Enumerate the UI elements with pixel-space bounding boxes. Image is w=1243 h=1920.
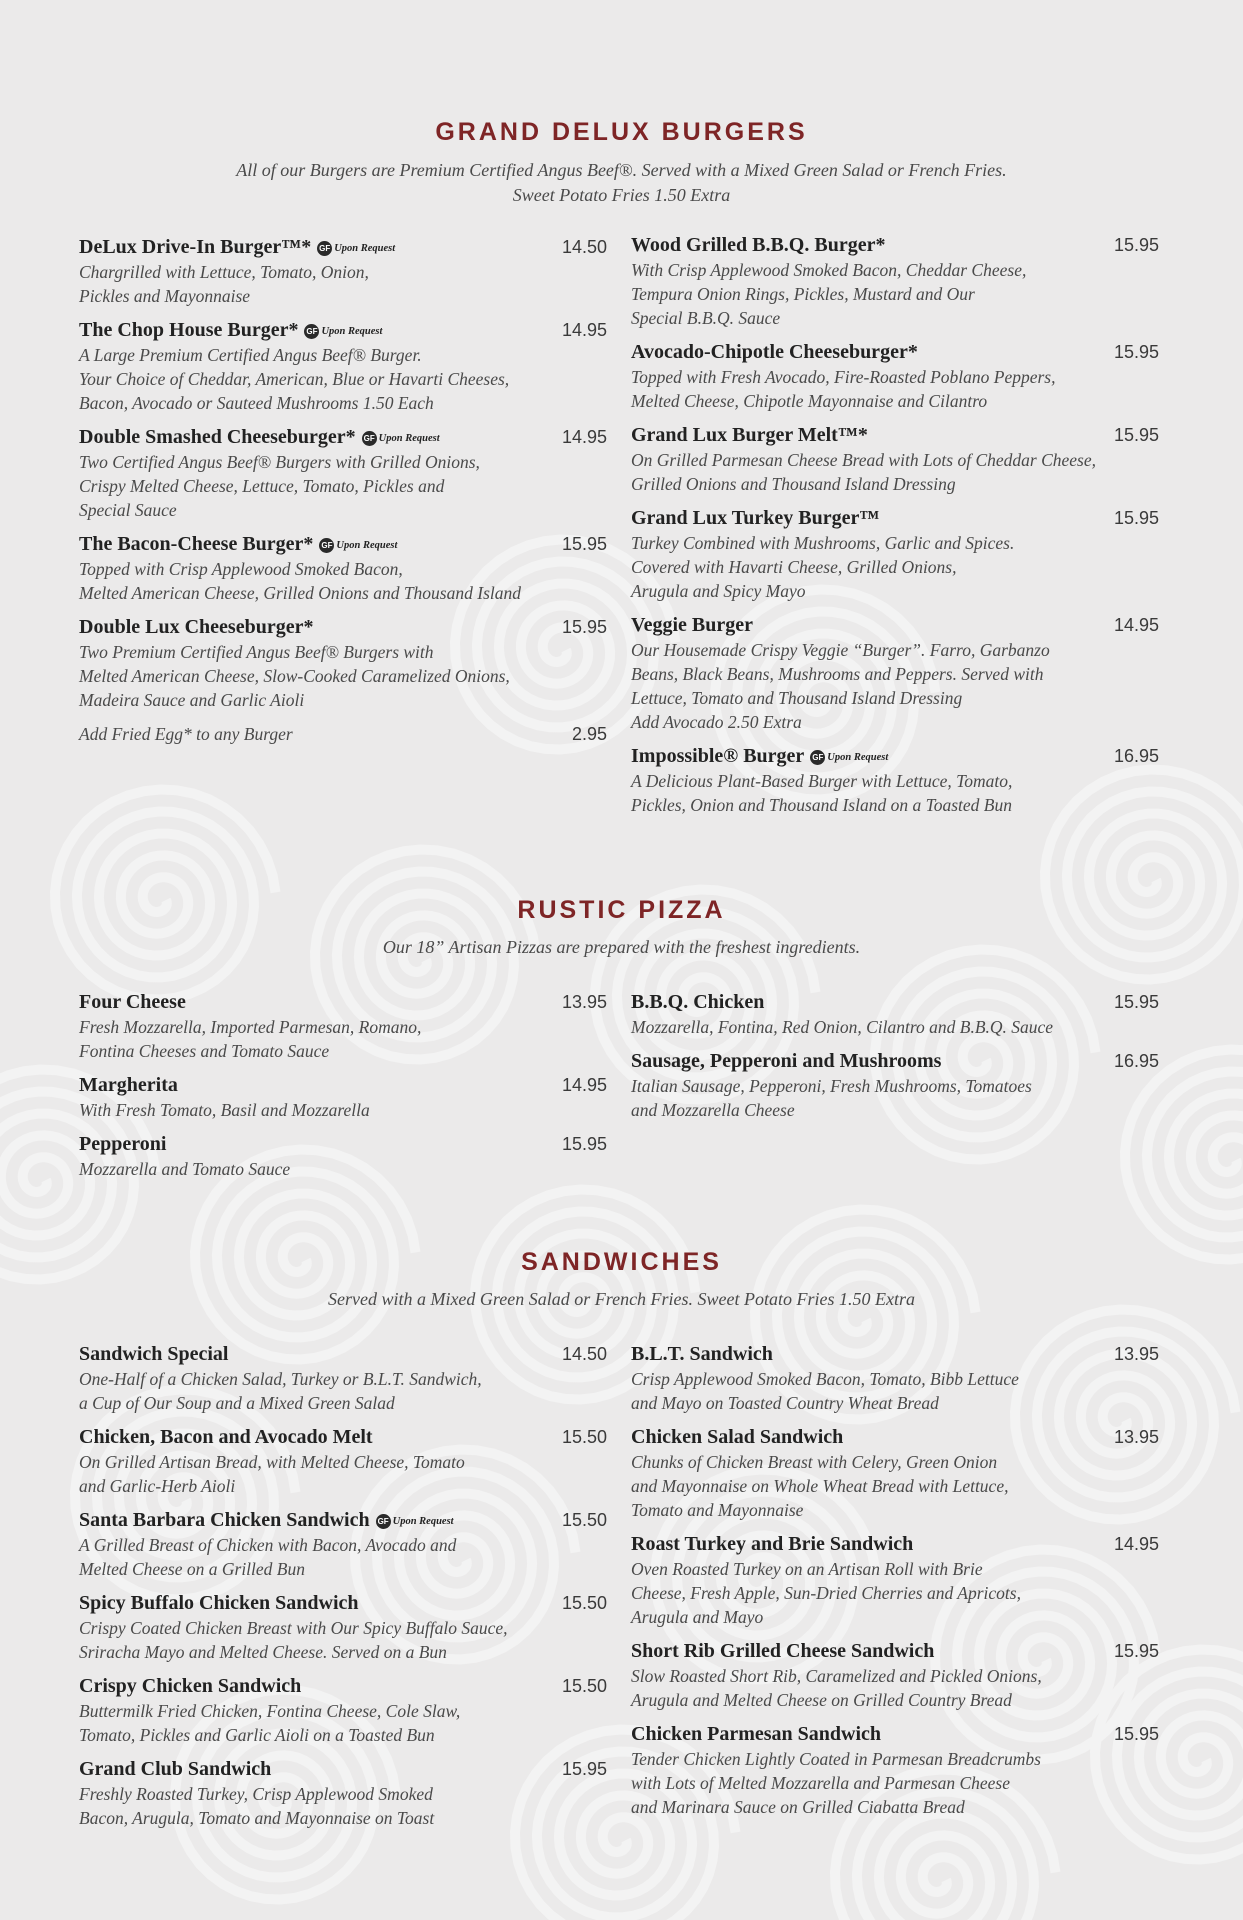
menu-item-roast-turkey-and-brie-sandwich xyxy=(631,1531,1159,1629)
description-line: Mozzarella and Tomato Sauce xyxy=(79,1159,291,1179)
menu-item-title xyxy=(631,989,764,1015)
menu-item-price: 15.50 xyxy=(561,1510,607,1530)
burgers-right-column xyxy=(631,232,1159,826)
menu-item-name: Chicken Salad Sandwich xyxy=(631,1426,844,1448)
description-line: Oven Roasted Turkey on an Artisan Roll with Brie xyxy=(631,1559,983,1579)
menu-item-description xyxy=(631,1015,1159,1039)
description-line: and Mayonnaise on Whole Wheat Bread with Lettuce, xyxy=(631,1476,1009,1496)
menu-item-price: 13.95 xyxy=(561,992,607,1012)
sandwiches-right-column xyxy=(631,1341,1159,1828)
description-line: Mozzarella, Fontina, Red Onion, Cilantro and B.B.Q. Sauce xyxy=(631,1017,1054,1037)
description-line: Pickles and Mayonnaise xyxy=(79,286,251,306)
menu-item-name: Four Cheese xyxy=(79,991,186,1013)
description-line: and Mayo on Toasted Country Wheat Bread xyxy=(631,1393,939,1413)
description-line: Buttermilk Fried Chicken, Fontina Cheese, Cole Slaw, xyxy=(79,1701,461,1721)
menu-item-title xyxy=(79,1424,373,1450)
description-line: with Lots of Melted Mozzarella and Parmesan Cheese xyxy=(631,1773,1010,1793)
gluten-free-note xyxy=(362,431,440,446)
menu-item-name: Chicken Parmesan Sandwich xyxy=(631,1723,882,1745)
description-line: Crispy Melted Cheese, Lettuce, Tomato, Pickles and xyxy=(79,476,445,496)
description-line: A Delicious Plant-Based Burger with Lettuce, Tomato, xyxy=(631,771,1013,791)
menu-item-name: Roast Turkey and Brie Sandwich xyxy=(631,1533,914,1555)
menu-item-price: 14.95 xyxy=(561,427,607,447)
menu-item-name: Grand Club Sandwich xyxy=(79,1758,272,1780)
menu-item-price: 16.95 xyxy=(1113,1051,1159,1071)
addon-name: Add Fried Egg* to any Burger xyxy=(79,724,293,744)
menu-item-header xyxy=(631,1638,1159,1664)
menu-item-header xyxy=(631,1721,1159,1747)
menu-item-title xyxy=(79,1590,359,1616)
description-line: Tempura Onion Rings, Pickles, Mustard and Our xyxy=(631,284,975,304)
description-line: Special Sauce xyxy=(79,500,177,520)
menu-item-description xyxy=(79,260,607,308)
menu-item-header xyxy=(79,1756,607,1782)
menu-item-header xyxy=(79,614,607,640)
menu-item-price: 15.95 xyxy=(1113,1724,1159,1744)
menu-item-title xyxy=(79,234,395,260)
menu-item-description xyxy=(631,258,1159,330)
menu-item-avocado-chipotle-cheeseburger xyxy=(631,339,1159,413)
menu-item-wood-grilled-b-b-q-burger xyxy=(631,232,1159,330)
menu-item-title xyxy=(631,1341,773,1367)
menu-item-chicken-bacon-and-avocado-melt xyxy=(79,1424,607,1498)
menu-item-price: 15.95 xyxy=(1113,342,1159,362)
menu-item-price: 15.50 xyxy=(561,1593,607,1613)
menu-item-pepperoni xyxy=(79,1131,607,1181)
menu-item-price: 15.95 xyxy=(561,1134,607,1154)
gluten-free-label: Upon Request xyxy=(334,243,396,255)
menu-item-name: Margherita xyxy=(79,1074,178,1096)
description-line: Our Housemade Crispy Veggie “Burger”. Farro, Garbanzo xyxy=(631,640,1050,660)
sandwiches-section-title: SANDWICHES xyxy=(521,1248,722,1276)
gluten-free-label: Upon Request xyxy=(321,326,383,338)
description-line: Slow Roasted Short Rib, Caramelized and Pickled Onions, xyxy=(631,1666,1042,1686)
menu-item-header xyxy=(79,1673,607,1699)
description-line: Fresh Mozzarella, Imported Parmesan, Romano, xyxy=(79,1017,422,1037)
menu-item-header xyxy=(79,1131,607,1157)
menu-item-name: Double Smashed Cheeseburger* xyxy=(79,426,356,448)
gluten-free-note xyxy=(304,324,382,339)
menu-item-header xyxy=(631,1531,1159,1557)
menu-item-delux-drive-in-burger xyxy=(79,234,607,308)
description-line: Melted American Cheese, Grilled Onions and Thousand Island xyxy=(79,583,521,603)
description-line: Italian Sausage, Pepperoni, Fresh Mushrooms, Tomatoes xyxy=(631,1076,1032,1096)
description-line: Topped with Crisp Applewood Smoked Bacon, xyxy=(79,559,403,579)
gluten-free-label: Upon Request xyxy=(336,540,398,552)
menu-item-price: 15.95 xyxy=(1113,425,1159,445)
menu-item-name: Spicy Buffalo Chicken Sandwich xyxy=(79,1592,359,1614)
menu-item-title xyxy=(79,1673,301,1699)
menu-item-chicken-salad-sandwich xyxy=(631,1424,1159,1522)
description-line: Arugula and Mayo xyxy=(631,1607,764,1627)
description-line: On Grilled Parmesan Cheese Bread with Lots of Cheddar Cheese, xyxy=(631,450,1097,470)
gluten-free-icon: GF xyxy=(317,241,332,256)
menu-item-title xyxy=(79,317,382,343)
menu-item-description xyxy=(79,640,607,712)
description-line: Bacon, Avocado or Sauteed Mushrooms 1.50 Each xyxy=(79,393,434,413)
gluten-free-label: Upon Request xyxy=(378,433,440,445)
menu-item-description xyxy=(631,1557,1159,1629)
menu-item-description xyxy=(79,343,607,415)
menu-item-description xyxy=(631,448,1159,496)
menu-item-header xyxy=(631,743,1159,769)
description-line: Your Choice of Cheddar, American, Blue or Havarti Cheeses, xyxy=(79,369,510,389)
menu-item-description xyxy=(79,1367,607,1415)
pizza-section-title: RUSTIC PIZZA xyxy=(517,896,726,924)
burgers-subtitle-line-2: Sweet Potato Fries 1.50 Extra xyxy=(512,185,731,205)
menu-item-price: 13.95 xyxy=(1113,1427,1159,1447)
description-line: Madeira Sauce and Garlic Aioli xyxy=(79,690,305,710)
menu-item-b-b-q-chicken xyxy=(631,989,1159,1039)
menu-item-description xyxy=(79,1782,607,1830)
menu-item-description xyxy=(79,1157,607,1181)
menu-item-description xyxy=(79,557,607,605)
menu-item-name: B.L.T. Sandwich xyxy=(631,1343,773,1365)
menu-item-price: 15.50 xyxy=(561,1427,607,1447)
menu-item-impossible-burger xyxy=(631,743,1159,817)
description-line: With Fresh Tomato, Basil and Mozzarella xyxy=(79,1100,370,1120)
description-line: Add Avocado 2.50 Extra xyxy=(631,712,802,732)
description-line: Two Certified Angus Beef® Burgers with Grilled Onions, xyxy=(79,452,480,472)
menu-item-header xyxy=(631,1048,1159,1074)
menu-item-title xyxy=(631,1721,881,1747)
menu-item-price: 15.95 xyxy=(561,617,607,637)
description-line: Crispy Coated Chicken Breast with Our Spicy Buffalo Sauce, xyxy=(79,1618,508,1638)
menu-item-description xyxy=(79,1450,607,1498)
menu-item-name: Sausage, Pepperoni and Mushrooms xyxy=(631,1050,942,1072)
menu-item-name: The Chop House Burger* xyxy=(79,319,299,341)
description-line: Fontina Cheeses and Tomato Sauce xyxy=(79,1041,330,1061)
gluten-free-icon: GF xyxy=(304,324,319,339)
menu-item-header xyxy=(79,1590,607,1616)
pizza-right-column xyxy=(631,989,1159,1131)
menu-item-double-smashed-cheeseburger xyxy=(79,424,607,522)
addon-price: 2.95 xyxy=(571,724,607,744)
menu-item-header xyxy=(631,422,1159,448)
description-line: Tomato and Mayonnaise xyxy=(631,1500,804,1520)
gluten-free-note xyxy=(810,750,888,765)
menu-item-veggie-burger xyxy=(631,612,1159,734)
description-line: Arugula and Spicy Mayo xyxy=(631,581,806,601)
gluten-free-label: Upon Request xyxy=(392,1516,454,1528)
menu-item-the-chop-house-burger xyxy=(79,317,607,415)
menu-item-title xyxy=(631,422,868,448)
description-line: Grilled Onions and Thousand Island Dressing xyxy=(631,474,956,494)
menu-item-margherita xyxy=(79,1072,607,1122)
menu-item-name: Veggie Burger xyxy=(631,614,754,636)
menu-item-price: 15.95 xyxy=(561,534,607,554)
description-line: Crisp Applewood Smoked Bacon, Tomato, Bibb Lettuce xyxy=(631,1369,1019,1389)
burgers-left-column xyxy=(79,234,607,747)
description-line: Beans, Black Beans, Mushrooms and Peppers. Served with xyxy=(631,664,1044,684)
gluten-free-icon: GF xyxy=(810,750,825,765)
menu-item-header xyxy=(79,1341,607,1367)
menu-item-crispy-chicken-sandwich xyxy=(79,1673,607,1747)
menu-item-name: Santa Barbara Chicken Sandwich xyxy=(79,1509,370,1531)
menu-item-sandwich-special xyxy=(79,1341,607,1415)
menu-item-description xyxy=(631,1367,1159,1415)
menu-item-description xyxy=(631,1747,1159,1819)
description-line: Chargrilled with Lettuce, Tomato, Onion, xyxy=(79,262,369,282)
menu-item-title xyxy=(79,424,440,450)
description-line: Tender Chicken Lightly Coated in Parmesan Breadcrumbs xyxy=(631,1749,1041,1769)
menu-item-grand-club-sandwich xyxy=(79,1756,607,1830)
description-line: Melted American Cheese, Slow-Cooked Caramelized Onions, xyxy=(79,666,510,686)
menu-item-name: Crispy Chicken Sandwich xyxy=(79,1675,302,1697)
gluten-free-label: Upon Request xyxy=(827,752,889,764)
menu-item-price: 14.95 xyxy=(561,1075,607,1095)
burgers-section-subtitle xyxy=(120,158,1123,208)
menu-item-name: The Bacon-Cheese Burger* xyxy=(79,533,314,555)
menu-item-description xyxy=(631,1664,1159,1712)
description-line: A Grilled Breast of Chicken with Bacon, Avocado and xyxy=(79,1535,457,1555)
menu-item-title xyxy=(79,614,313,640)
menu-item-header xyxy=(631,612,1159,638)
menu-item-header xyxy=(631,989,1159,1015)
menu-item-price: 14.95 xyxy=(561,320,607,340)
menu-item-title xyxy=(631,743,888,769)
menu-item-title xyxy=(631,1048,941,1074)
menu-item-name: B.B.Q. Chicken xyxy=(631,991,765,1013)
menu-item-description xyxy=(631,638,1159,734)
menu-item-description xyxy=(79,450,607,522)
menu-item-name: DeLux Drive-In Burger™* xyxy=(79,236,312,258)
menu-item-description xyxy=(79,1015,607,1063)
menu-item-description xyxy=(79,1616,607,1664)
menu-item-title xyxy=(631,1424,843,1450)
description-line: Freshly Roasted Turkey, Crisp Applewood Smoked xyxy=(79,1784,433,1804)
description-line: a Cup of Our Soup and a Mixed Green Salad xyxy=(79,1393,395,1413)
menu-item-the-bacon-cheese-burger xyxy=(79,531,607,605)
menu-item-header xyxy=(79,317,607,343)
description-line: Turkey Combined with Mushrooms, Garlic and Spices. xyxy=(631,533,1015,553)
gluten-free-note xyxy=(317,241,395,256)
description-line: Tomato, Pickles and Garlic Aioli on a Toasted Bun xyxy=(79,1725,435,1745)
add-fried-egg-addon xyxy=(79,721,607,747)
menu-item-header xyxy=(79,1507,607,1533)
menu-item-price: 15.95 xyxy=(1113,235,1159,255)
menu-item-grand-lux-burger-melt xyxy=(631,422,1159,496)
menu-item-title xyxy=(631,232,885,258)
menu-item-header xyxy=(79,424,607,450)
description-line: One-Half of a Chicken Salad, Turkey or B.L.T. Sandwich, xyxy=(79,1369,482,1389)
pizza-section-subtitle: Our 18” Artisan Pizzas are prepared with the freshest ingredients. xyxy=(382,937,861,957)
gluten-free-icon: GF xyxy=(362,431,377,446)
menu-item-header xyxy=(631,1341,1159,1367)
menu-item-name: Chicken, Bacon and Avocado Melt xyxy=(79,1426,373,1448)
menu-item-title xyxy=(79,1756,271,1782)
menu-item-double-lux-cheeseburger xyxy=(79,614,607,712)
menu-item-name: Grand Lux Turkey Burger™ xyxy=(631,507,880,529)
menu-item-title xyxy=(79,1507,454,1533)
description-line: and Marinara Sauce on Grilled Ciabatta Bread xyxy=(631,1797,965,1817)
menu-item-chicken-parmesan-sandwich xyxy=(631,1721,1159,1819)
menu-item-short-rib-grilled-cheese-sandwich xyxy=(631,1638,1159,1712)
menu-item-header xyxy=(631,232,1159,258)
menu-item-title xyxy=(631,339,918,365)
menu-item-description xyxy=(631,769,1159,817)
menu-item-description xyxy=(79,1699,607,1747)
burgers-section-title: GRAND DELUX BURGERS xyxy=(435,118,808,146)
menu-item-name: Double Lux Cheeseburger* xyxy=(79,616,314,638)
menu-item-header xyxy=(631,339,1159,365)
menu-item-price: 15.95 xyxy=(1113,1641,1159,1661)
description-line: Melted Cheese, Chipotle Mayonnaise and Cilantro xyxy=(631,391,988,411)
description-line: Special B.B.Q. Sauce xyxy=(631,308,781,328)
menu-item-name: Grand Lux Burger Melt™* xyxy=(631,424,868,446)
menu-item-description xyxy=(631,365,1159,413)
description-line: Bacon, Arugula, Tomato and Mayonnaise on Toast xyxy=(79,1808,435,1828)
description-line: Lettuce, Tomato and Thousand Island Dressing xyxy=(631,688,963,708)
description-line: Arugula and Melted Cheese on Grilled Country Bread xyxy=(631,1690,1012,1710)
description-line: Pickles, Onion and Thousand Island on a Toasted Bun xyxy=(631,795,1012,815)
menu-item-header xyxy=(631,1424,1159,1450)
menu-item-price: 14.50 xyxy=(561,1344,607,1364)
menu-item-title xyxy=(79,1341,228,1367)
description-line: Topped with Fresh Avocado, Fire-Roasted Poblano Peppers, xyxy=(631,367,1056,387)
description-line: Sriracha Mayo and Melted Cheese. Served on a Bun xyxy=(79,1642,447,1662)
menu-item-title xyxy=(79,1072,178,1098)
menu-item-name: Impossible® Burger xyxy=(631,745,805,767)
description-line: and Garlic-Herb Aioli xyxy=(79,1476,236,1496)
description-line: and Mozzarella Cheese xyxy=(631,1100,795,1120)
menu-item-title xyxy=(631,1638,934,1664)
description-line: On Grilled Artisan Bread, with Melted Cheese, Tomato xyxy=(79,1452,465,1472)
menu-item-price: 15.95 xyxy=(561,1759,607,1779)
description-line: Cheese, Fresh Apple, Sun-Dried Cherries and Apricots, xyxy=(631,1583,1021,1603)
menu-item-spicy-buffalo-chicken-sandwich xyxy=(79,1590,607,1664)
menu-item-santa-barbara-chicken-sandwich xyxy=(79,1507,607,1581)
menu-item-description xyxy=(79,1098,607,1122)
menu-item-name: Wood Grilled B.B.Q. Burger* xyxy=(631,234,886,256)
menu-item-price: 14.95 xyxy=(1113,1534,1159,1554)
menu-item-title xyxy=(631,505,879,531)
menu-item-name: Short Rib Grilled Cheese Sandwich xyxy=(631,1640,935,1662)
menu-item-title xyxy=(631,612,753,638)
menu-item-grand-lux-turkey-burger xyxy=(631,505,1159,603)
pizza-left-column xyxy=(79,989,607,1190)
menu-item-description xyxy=(631,1450,1159,1522)
menu-item-header xyxy=(79,234,607,260)
description-line: Melted Cheese on a Grilled Bun xyxy=(79,1559,305,1579)
gluten-free-note xyxy=(376,1514,454,1529)
menu-item-price: 14.50 xyxy=(561,237,607,257)
menu-item-name: Avocado-Chipotle Cheeseburger* xyxy=(631,341,918,363)
menu-item-price: 15.95 xyxy=(1113,992,1159,1012)
description-line: With Crisp Applewood Smoked Bacon, Cheddar Cheese, xyxy=(631,260,1027,280)
menu-item-b-l-t-sandwich xyxy=(631,1341,1159,1415)
menu-item-price: 14.95 xyxy=(1113,615,1159,635)
sandwiches-section-subtitle: Served with a Mixed Green Salad or French Fries. Sweet Potato Fries 1.50 Extra xyxy=(327,1289,916,1309)
burgers-subtitle-line-1: All of our Burgers are Premium Certified Angus Beef®. Served with a Mixed Green Salad or French Fries. xyxy=(236,160,1007,180)
sandwiches-left-column xyxy=(79,1341,607,1839)
menu-item-price: 15.50 xyxy=(561,1676,607,1696)
menu-item-title xyxy=(631,1531,913,1557)
menu-item-title xyxy=(79,531,397,557)
menu-item-sausage-pepperoni-and-mushrooms xyxy=(631,1048,1159,1122)
gluten-free-icon: GF xyxy=(319,538,334,553)
menu-item-header xyxy=(631,505,1159,531)
menu-item-description xyxy=(631,1074,1159,1122)
menu-item-description xyxy=(79,1533,607,1581)
menu-item-header xyxy=(79,1072,607,1098)
menu-item-name: Sandwich Special xyxy=(79,1343,229,1365)
description-line: Chunks of Chicken Breast with Celery, Green Onion xyxy=(631,1452,998,1472)
menu-item-description xyxy=(631,531,1159,603)
menu-item-title xyxy=(79,1131,166,1157)
menu-item-price: 16.95 xyxy=(1113,746,1159,766)
menu-item-title xyxy=(79,989,186,1015)
description-line: A Large Premium Certified Angus Beef® Burger. xyxy=(79,345,422,365)
menu-item-header xyxy=(79,1424,607,1450)
description-line: Covered with Havarti Cheese, Grilled Onions, xyxy=(631,557,957,577)
menu-item-name: Pepperoni xyxy=(79,1133,167,1155)
gluten-free-icon: GF xyxy=(376,1514,391,1529)
menu-item-header xyxy=(79,531,607,557)
menu-item-four-cheese xyxy=(79,989,607,1063)
menu-item-header xyxy=(79,989,607,1015)
menu-item-price: 15.95 xyxy=(1113,508,1159,528)
menu-item-price: 13.95 xyxy=(1113,1344,1159,1364)
gluten-free-note xyxy=(319,538,397,553)
description-line: Two Premium Certified Angus Beef® Burgers with xyxy=(79,642,434,662)
